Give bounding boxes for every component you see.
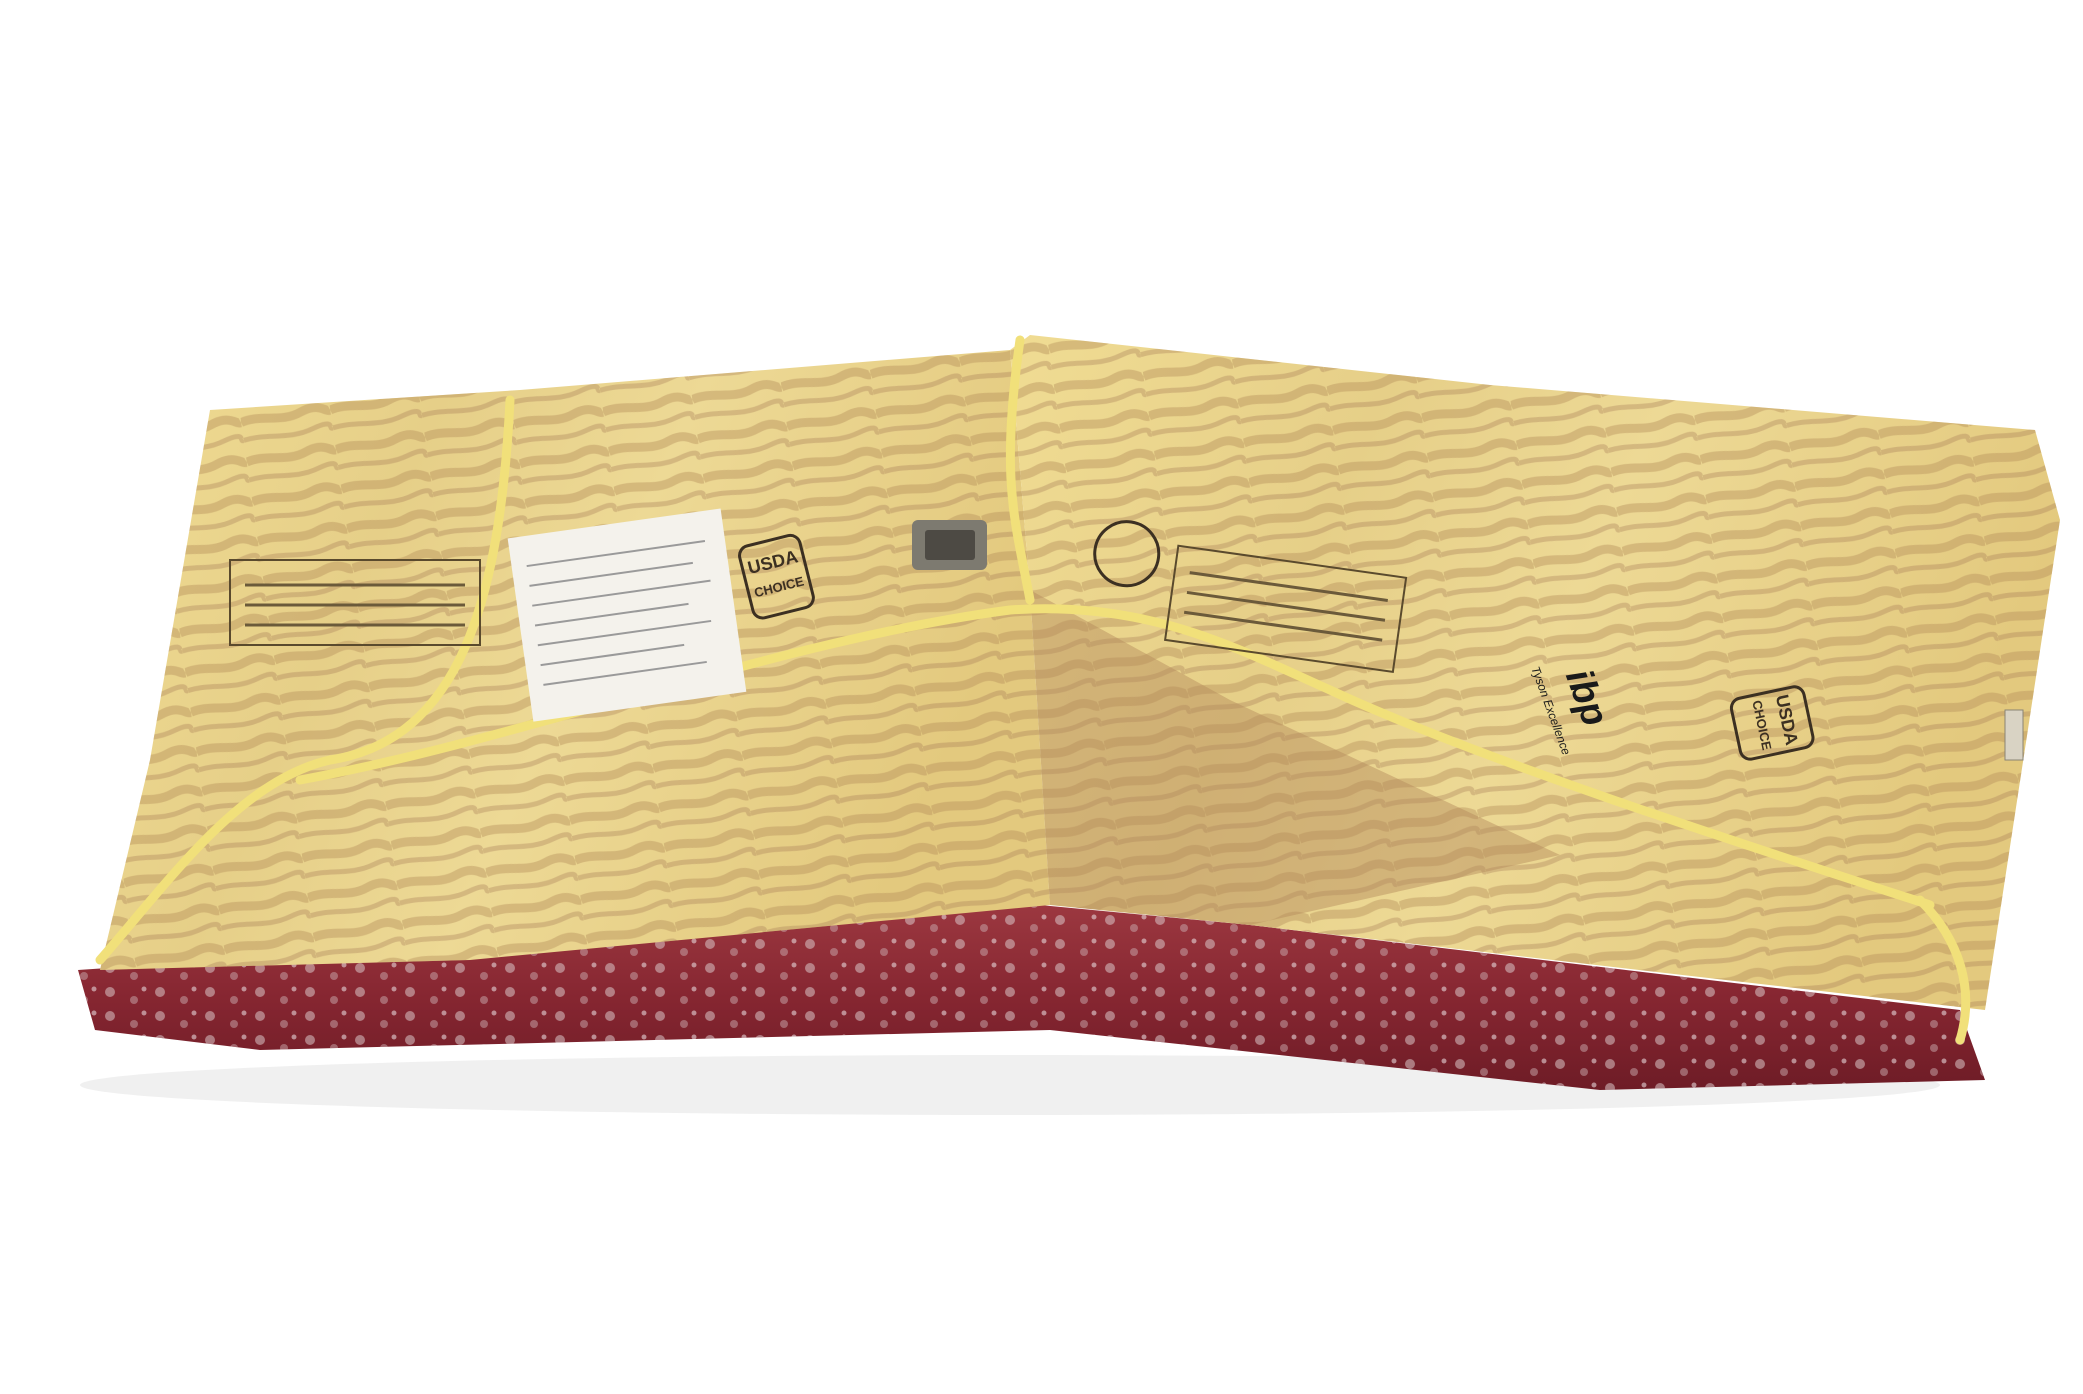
- usda-right-line2: CHOICE: [1749, 698, 1775, 752]
- usda-right-line1: USDA: [1771, 692, 1802, 747]
- usda-left-line1: USDA: [745, 546, 800, 579]
- brand-tagline: Tyson Excellence: [1528, 664, 1574, 757]
- brand-logo: ibp: [1557, 663, 1617, 732]
- side-tag: [2005, 710, 2023, 760]
- white-sticker-label: [508, 509, 747, 722]
- usda-left-line2: CHOICE: [752, 573, 806, 601]
- metal-clip: [912, 520, 987, 570]
